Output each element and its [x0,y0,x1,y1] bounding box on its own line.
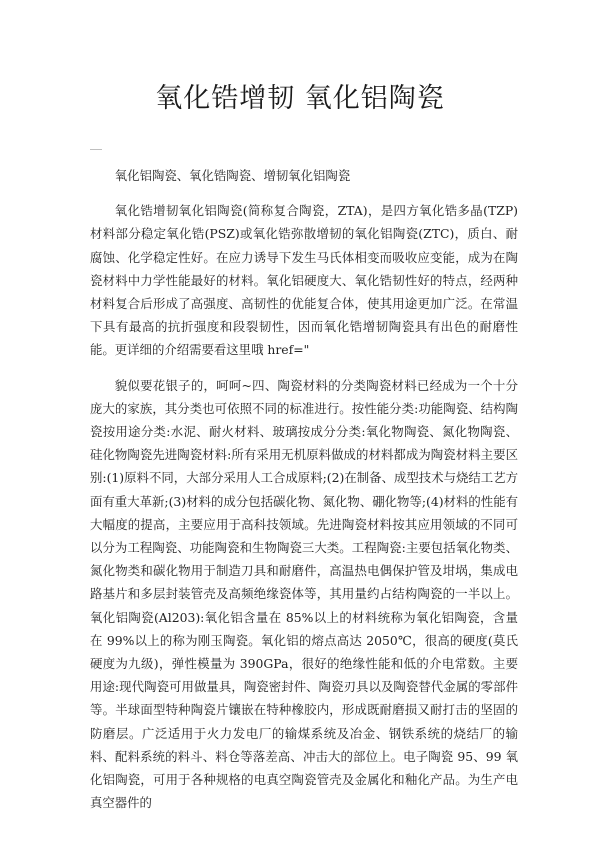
header-divider [90,149,102,150]
document-body [90,164,518,814]
document-title: 氧化锆增韧 氧化铝陶瓷 [155,83,445,114]
keywords-paragraph: 氧化铝陶瓷、氧化锆陶瓷、增韧氧化铝陶瓷 [114,168,351,183]
classification-paragraph: 貌似要花银子的，呵呵~四、陶瓷材料的分类陶瓷材料已经成为一个十分庞大的家族，其分类也可依照不同的标准进行。按性能分类:功能陶瓷、结构陶瓷按用途分类:水泥、耐火材料、玻璃按成分分类:氧化物陶瓷、氮化物陶瓷、硅化物陶瓷先进陶瓷材料:所有采用无机原料做成的材料都成为陶瓷材料主要区别:(1)原料不同，大部分采用人工合成原料;(2)在制备、成型技术与烧结工艺方面有重大革新;(3)材料的成分包括碳化物、氮化物、硼化物等;(4)材料的性能有大幅度的提高，主要应用于高科技领域。先进陶瓷材料按其应用领域的不同可以分为工程陶瓷、功能陶瓷和生物陶瓷三大类。工程陶瓷:主要包括氧化物类、氮化物类和碳化物用于制造刀具和耐磨件，高温热电偶保护管及坩埚，集成电路基片和多层封装管壳及高频绝缘瓷体等，其用量约占结构陶瓷的一半以上。氧化铝陶瓷(Al203):氧化铝含量在 85%以上的材料统称为氧化铝陶瓷，含量在 99%以上的称为刚玉陶瓷。氧化铝的熔点高达 2050℃，很高的硬度(莫氏硬度为九级)，弹性模量为 390GPa，很好的绝缘性能和低的介电常数。主要用途:现代陶瓷可用做量具，陶瓷密封件、陶瓷刃具以及陶瓷替代金属的零部件等。半球面型特种陶瓷片镶嵌在特种橡胶内，形成既耐磨损又耐打击的坚固的防磨层。广泛适用于火力发电厂的输煤系统及冶金、钢铁系统的烧结厂的输料、配料系统的料斗、料仓等落差高、冲击大的部位上。电子陶瓷 95、99 氧化铝陶瓷，可用于各种规格的电真空陶瓷管壳及金属化和釉化产品。为生产电真空器件的 [90,377,518,811]
intro-paragraph: 氧化锆增韧氧化铝陶瓷(简称复合陶瓷，ZTA)，是四方氧化锆多晶(TZP)材料部分稳定氧化锆(PSZ)或氧化锆弥散增韧的氧化铝陶瓷(ZTC)，质白、耐腐蚀、化学稳定性好。在应力诱导下发生马氏体相变而吸收应变能，成为在陶瓷材料中力学性能最好的材料。氧化铝硬度大、氧化锆韧性好的特点，经两种材料复合后形成了高强度、高韧性的优能复合体，使其用途更加广泛。在常温下具有最高的抗折强度和段裂韧性，因而氧化锆增韧陶瓷具有出色的耐磨性能。更详细的介绍需要看这里哦 href=" [90,203,518,358]
